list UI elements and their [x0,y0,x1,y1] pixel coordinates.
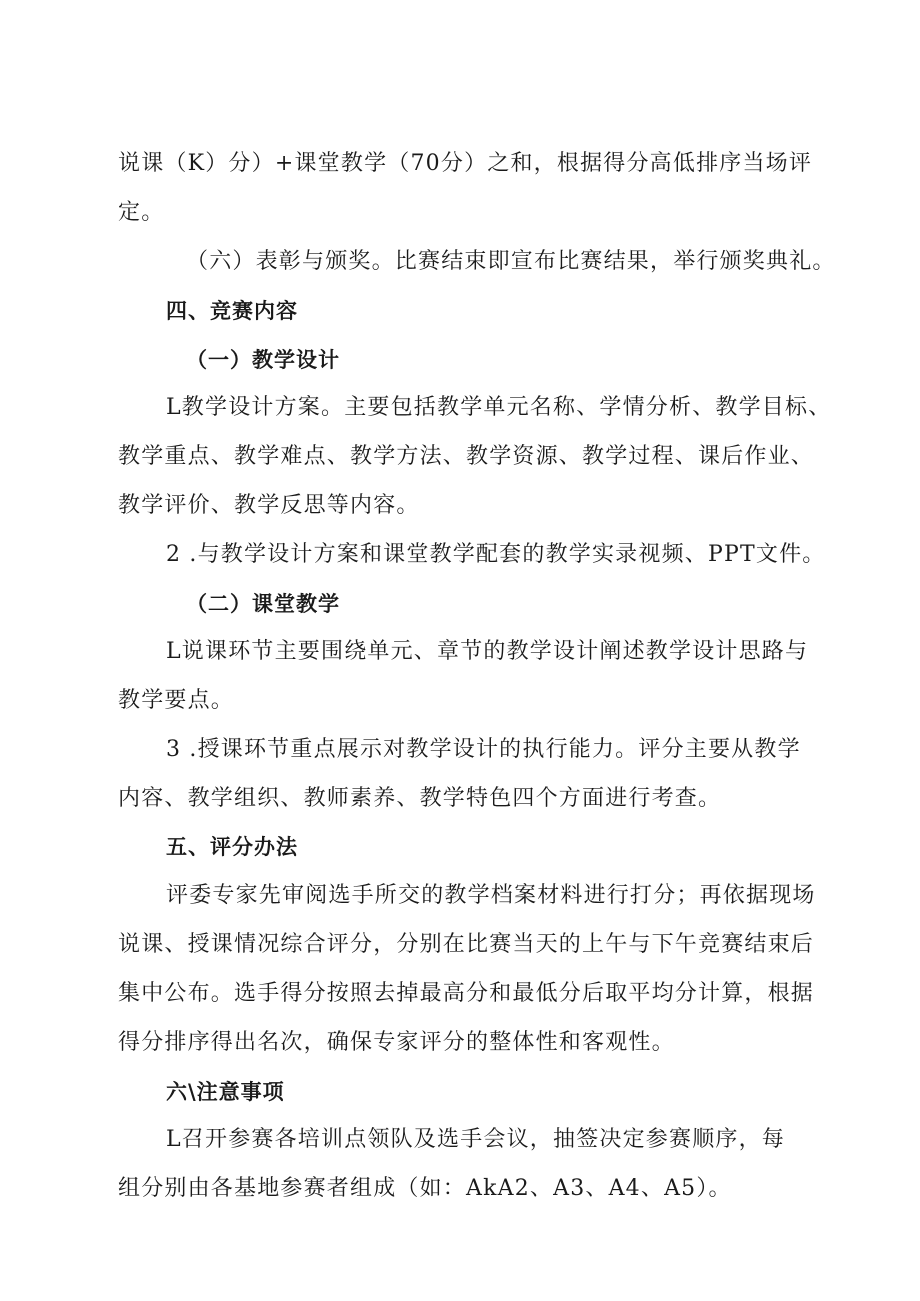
text-line-comprehensive-score: 说课、授课情况综合评分，分别在比赛当天的上午与下午竞赛结束后 [118,932,815,957]
text-line-lecture-segment: L说课环节主要围绕单元、章节的教学设计阐述教学设计思路与 [166,639,809,664]
text-line-design-plan: L教学设计方案。主要包括教学单元名称、学情分析、教学目标、 [166,395,832,420]
section-heading-contest-content: 四、竞赛内容 [166,299,298,323]
text-line-announce-average: 集中公布。选手得分按照去掉最高分和最低分后取平均分计算，根据 [118,981,815,1006]
text-line-score-sum: 说课（K）分）+课堂教学（70分）之和，根据得分高低排序当场评 [118,151,813,176]
text-line-group-composition: 组分别由各基地参赛者组成（如：AkA2、A3、A4、A5）。 [118,1176,732,1201]
section-heading-notes: 六\注意事项 [166,1080,285,1104]
text-line-teaching-segment: 3 .授课环节重点展示对教学设计的执行能力。评分主要从教学 [166,737,801,762]
text-line-video-ppt: 2 .与教学设计方案和课堂教学配套的教学实录视频、PPT文件。 [166,542,826,567]
text-line-determine: 定。 [118,200,165,225]
text-line-meeting-draw: L召开参赛各培训点领队及选手会议，抽签决定参赛顺序，每 [166,1127,786,1152]
text-line-evaluation-aspects: 内容、教学组织、教师素养、教学特色四个方面进行考查。 [118,786,722,811]
text-line-ranking: 得分排序得出名次，确保专家评分的整体性和客观性。 [118,1030,675,1055]
text-line-design-items: 教学重点、教学难点、教学方法、教学资源、教学过程、课后作业、 [118,444,815,469]
subsection-heading-classroom-teaching: （二）课堂教学 [186,592,340,616]
subsection-heading-teaching-design: （一）教学设计 [186,348,340,372]
text-line-design-items-end: 教学评价、教学反思等内容。 [118,493,420,518]
section-heading-scoring-method: 五、评分办法 [166,835,298,859]
text-line-teaching-points: 教学要点。 [118,688,235,713]
text-line-awards: （六）表彰与颁奖。比赛结束即宣布比赛结果，举行颁奖典礼。 [186,249,836,274]
text-line-judges-review: 评委专家先审阅选手所交的教学档案材料进行打分；再依据现场 [166,883,816,908]
